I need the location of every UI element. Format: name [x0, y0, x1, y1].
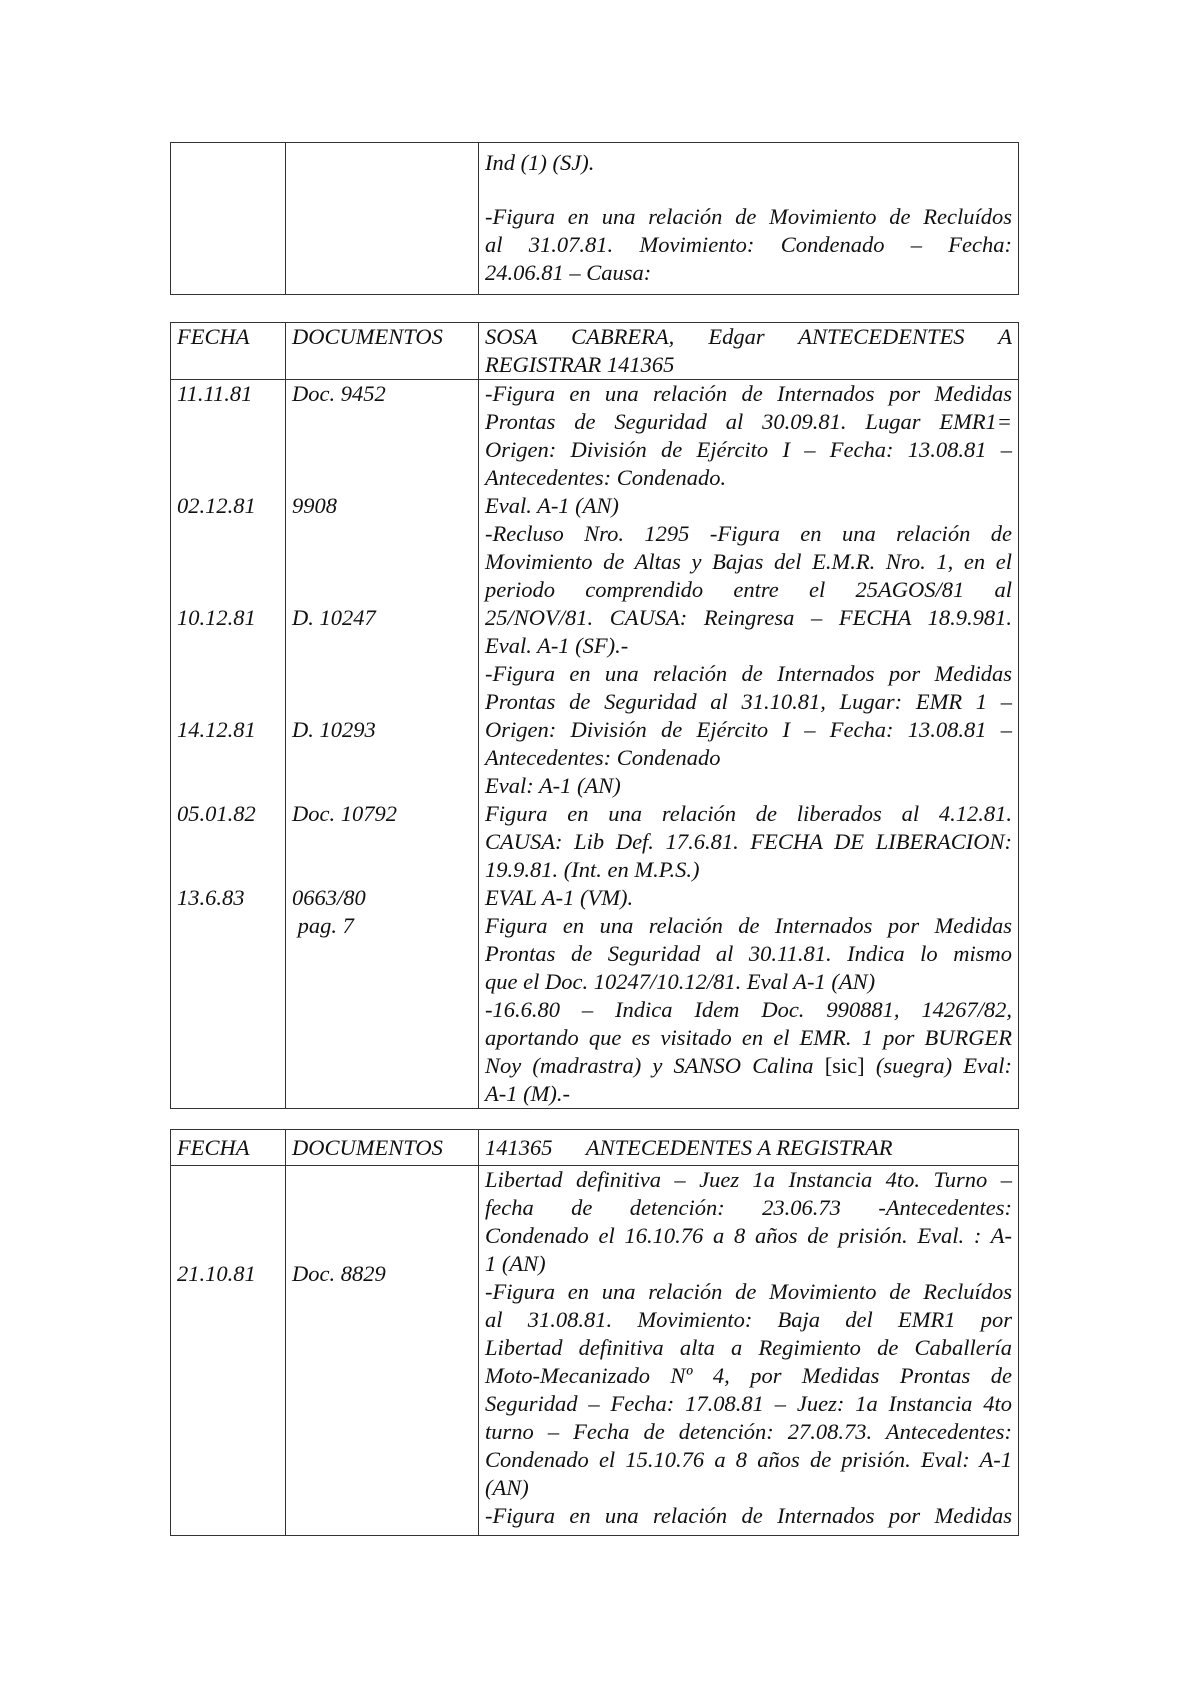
text-fragment: (suegra) Eval:: [864, 1053, 1013, 1078]
date-entry: 11.11.81: [177, 381, 253, 406]
date-entry: 21.10.81: [177, 1261, 256, 1286]
text-line: -Figura en una relación de Internados por Medidas: [485, 1503, 1012, 1528]
text-line: Figura en una relación de liberados al 4.12.81.: [485, 801, 1012, 826]
date-entry: 02.12.81: [177, 493, 256, 518]
text-line: 24.06.81 – Causa:: [485, 260, 652, 285]
text-line: aportando que es visitado en el EMR. 1 por BURGER: [485, 1025, 1012, 1050]
antecedents-text-cell: [479, 1166, 1019, 1536]
doc-entry: 9908: [292, 493, 337, 518]
continuation-table: [170, 142, 1019, 295]
text-line: [485, 1052, 1012, 1080]
doc-entry: Doc. 10792: [292, 801, 397, 826]
text-line: al 31.07.81. Movimiento: Condenado – Fecha:: [485, 232, 1012, 257]
doc-entry: Doc. 8829: [292, 1261, 386, 1286]
doc-entry: D. 10293: [292, 717, 376, 742]
doc-entry: pag. 7: [292, 913, 354, 938]
text-line: Seguridad – Fecha: 17.08.81 – Juez: 1a Instancia 4to: [485, 1391, 1012, 1416]
text-line: Origen: División de Ejército I – Fecha: 13.08.81 –: [485, 717, 1012, 742]
header-title-line: REGISTRAR 141365: [485, 352, 675, 377]
header-title-line: SOSA CABRERA, Edgar ANTECEDENTES A: [485, 324, 1012, 349]
date-entry: 14.12.81: [177, 717, 256, 742]
text-line: periodo comprendido entre el 25AGOS/81 al: [485, 577, 1012, 602]
empty-date-cell: [171, 143, 286, 295]
text-line: Eval. A-1 (AN): [485, 493, 619, 518]
text-line: al 31.08.81. Movimiento: Baja del EMR1 por: [485, 1307, 1012, 1332]
text-line: fecha de detención: 23.06.73 -Antecedentes:: [485, 1195, 1012, 1220]
text-line: (AN): [485, 1475, 529, 1500]
text-line: -Recluso Nro. 1295 -Figura en una relación de: [485, 521, 1012, 546]
text-line: A-1 (M).-: [485, 1081, 570, 1106]
empty-doc-cell: [286, 143, 479, 295]
doc-entry: D. 10247: [292, 605, 376, 630]
text-line: Figura en una relación de Internados por Medidas: [485, 913, 1012, 938]
text-line: -Figura en una relación de Internados por Medidas: [485, 381, 1012, 406]
document-cell: [286, 1166, 479, 1536]
doc-entry: 0663/80: [292, 885, 366, 910]
records-table-sosa-cabrera: [170, 322, 1019, 1109]
date-entry: 13.6.83: [177, 885, 245, 910]
text-line: -Figura en una relación de Movimiento de Recluídos: [485, 1279, 1012, 1304]
text-line: Moto-Mecanizado Nº 4, por Medidas Prontas de: [485, 1363, 1012, 1388]
text-line: -16.6.80 – Indica Idem Doc. 990881, 14267/82,: [485, 997, 1012, 1022]
text-line: Prontas de Seguridad al 30.11.81. Indica lo mismo: [485, 941, 1012, 966]
text-line: EVAL A-1 (VM).: [485, 885, 634, 910]
continuation-text-cell: [479, 143, 1019, 295]
text-line: Libertad definitiva alta a Regimiento de Caballería: [485, 1335, 1012, 1360]
text-line: Antecedentes: Condenado.: [485, 465, 727, 490]
text-line: CAUSA: Lib Def. 17.6.81. FECHA DE LIBERACION:: [485, 829, 1012, 854]
date-entry: 05.01.82: [177, 801, 256, 826]
text-line: Eval: A-1 (AN): [485, 773, 621, 798]
antecedents-text-cell: [479, 380, 1019, 1109]
text-line: -Figura en una relación de Movimiento de Recluídos: [485, 204, 1012, 229]
text-line: turno – Fecha de detención: 27.08.73. Antecedentes:: [485, 1419, 1012, 1444]
text-line: Condenado el 15.10.76 a 8 años de prisión. Eval: A-1: [485, 1447, 1012, 1472]
doc-entry: Doc. 9452: [292, 381, 386, 406]
text-line: Prontas de Seguridad al 31.10.81, Lugar: EMR 1 –: [485, 689, 1012, 714]
header-fecha: FECHA: [171, 323, 286, 380]
header-fecha: FECHA: [171, 1130, 286, 1166]
text-line: Prontas de Seguridad al 30.09.81. Lugar EMR1=: [485, 409, 1012, 434]
text-line: Condenado el 16.10.76 a 8 años de prisión. Eval. : A-: [485, 1223, 1012, 1248]
text-line: 1 (AN): [485, 1251, 546, 1276]
text-line: Eval. A-1 (SF).-: [485, 633, 629, 658]
text-line: Antecedentes: Condenado: [485, 745, 721, 770]
text-line: Ind (1) (SJ).: [485, 150, 595, 175]
header-documentos: DOCUMENTOS: [286, 323, 479, 380]
document-column: [286, 380, 479, 1109]
date-entry: 10.12.81: [177, 605, 256, 630]
text-fragment: Noy (madrastra) y SANSO Calina: [485, 1053, 814, 1078]
sic-annotation: [sic]: [824, 1053, 865, 1078]
text-line: -Figura en una relación de Internados por Medidas: [485, 661, 1012, 686]
header-title: [479, 323, 1019, 380]
header-title: 141365 ANTECEDENTES A REGISTRAR: [479, 1130, 1019, 1166]
text-line: que el Doc. 10247/10.12/81. Eval A-1 (AN): [485, 969, 876, 994]
text-line: 19.9.81. (Int. en M.P.S.): [485, 857, 700, 882]
text-line: 25/NOV/81. CAUSA: Reingresa – FECHA 18.9.981.: [485, 605, 1012, 630]
text-line: Libertad definitiva – Juez 1a Instancia 4to. Turno –: [485, 1167, 1012, 1192]
text-line: Movimiento de Altas y Bajas del E.M.R. Nro. 1, en el: [485, 549, 1012, 574]
text-line: Origen: División de Ejército I – Fecha: 13.08.81 –: [485, 437, 1012, 462]
header-documentos: DOCUMENTOS: [286, 1130, 479, 1166]
records-table-141365: [170, 1129, 1019, 1536]
date-cell: [171, 1166, 286, 1536]
date-column: [171, 380, 286, 1109]
